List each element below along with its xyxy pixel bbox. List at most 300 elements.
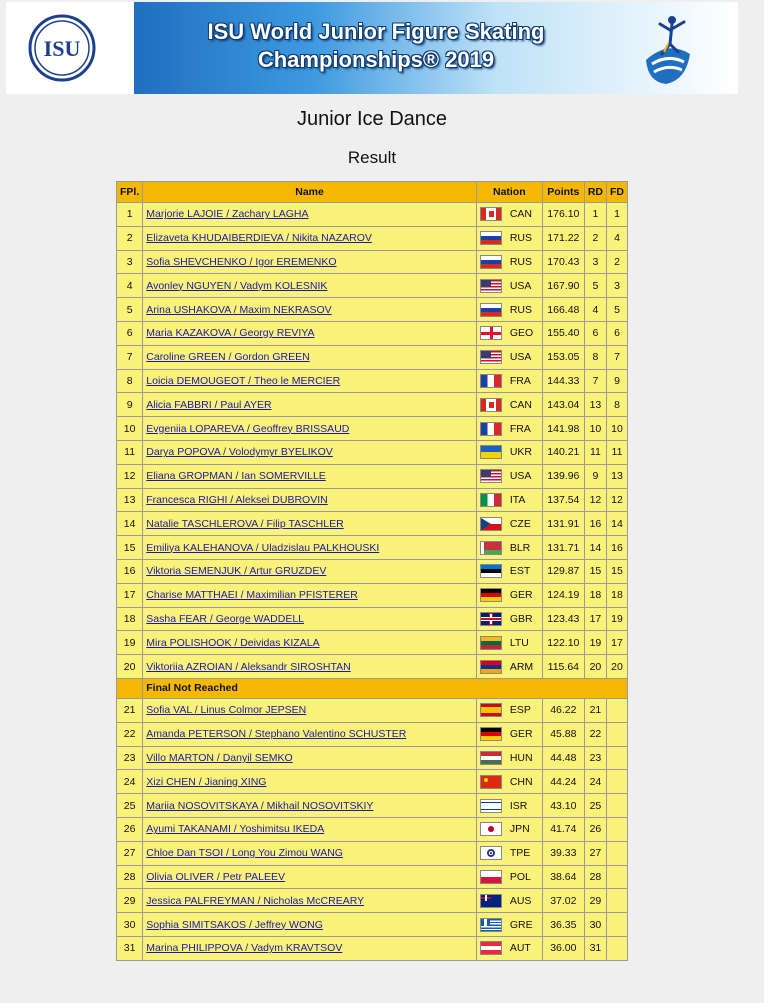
- fd-cell: 19: [607, 607, 628, 631]
- points-cell: 115.64: [542, 655, 584, 679]
- skater-name-cell: [143, 417, 477, 441]
- header-fd: FD: [607, 182, 628, 203]
- points-cell: 141.98: [542, 417, 584, 441]
- skater-name-cell: [143, 794, 477, 818]
- rd-cell: 15: [584, 559, 606, 583]
- skater-name-cell: [143, 746, 477, 770]
- skater-mascot-icon: [638, 10, 698, 88]
- geo-flag-icon: [480, 326, 502, 340]
- rank-cell: 29: [117, 889, 143, 913]
- nation-cell: [476, 936, 542, 960]
- table-row: [117, 464, 628, 488]
- nation-code: POL: [509, 870, 531, 883]
- nation-code: LTU: [509, 636, 529, 649]
- points-cell: 131.91: [542, 512, 584, 536]
- fd-cell: [607, 841, 628, 865]
- skater-name-link[interactable]: Avonley NGUYEN / Vadym KOLESNIK: [146, 279, 328, 292]
- rd-cell: 22: [584, 722, 606, 746]
- skater-name-cell: [143, 698, 477, 722]
- skater-name-link[interactable]: Olivia OLIVER / Petr PALEEV: [146, 870, 285, 883]
- isu-logo-text: ISU: [43, 36, 81, 61]
- rd-cell: 26: [584, 817, 606, 841]
- skater-name-link[interactable]: Alicia FABBRI / Paul AYER: [146, 398, 272, 411]
- nation-code: RUS: [509, 303, 532, 316]
- rank-cell: 8: [117, 369, 143, 393]
- rus-flag-icon: [480, 231, 502, 245]
- fd-cell: 4: [607, 226, 628, 250]
- table-row: [117, 536, 628, 560]
- rank-cell: 19: [117, 631, 143, 655]
- skater-name-link[interactable]: Sofia VAL / Linus Colmor JEPSEN: [146, 704, 307, 717]
- skater-name-cell: [143, 440, 477, 464]
- nation-cell: [476, 226, 542, 250]
- nation-cell: [476, 655, 542, 679]
- rd-cell: 3: [584, 250, 606, 274]
- nation-code: GER: [509, 588, 533, 601]
- rank-cell: 15: [117, 536, 143, 560]
- rank-cell: 24: [117, 770, 143, 794]
- table-row: [117, 250, 628, 274]
- rank-cell: 4: [117, 274, 143, 298]
- rank-cell: 20: [117, 655, 143, 679]
- nation-code: CHN: [509, 775, 533, 788]
- points-cell: 129.87: [542, 559, 584, 583]
- nation-cell: [476, 865, 542, 889]
- skater-name-cell: [143, 298, 477, 322]
- nation-cell: [476, 345, 542, 369]
- rd-cell: 29: [584, 889, 606, 913]
- fd-cell: [607, 865, 628, 889]
- fd-cell: 5: [607, 298, 628, 322]
- rank-cell: 26: [117, 817, 143, 841]
- banner-title: [156, 18, 596, 74]
- fd-cell: 16: [607, 536, 628, 560]
- nation-code: USA: [509, 279, 532, 292]
- nation-code: HUN: [509, 751, 533, 764]
- skater-name-cell: [143, 203, 477, 227]
- est-flag-icon: [480, 564, 502, 578]
- skater-name-link[interactable]: Viktoria SEMENJUK / Artur GRUZDEV: [146, 565, 327, 578]
- rd-cell: 6: [584, 321, 606, 345]
- rus-flag-icon: [480, 303, 502, 317]
- skater-name-cell: [143, 889, 477, 913]
- points-cell: 153.05: [542, 345, 584, 369]
- table-row: [117, 794, 628, 818]
- table-row: [117, 889, 628, 913]
- points-cell: 171.22: [542, 226, 584, 250]
- gbr-flag-icon: [480, 612, 502, 626]
- table-row: [117, 321, 628, 345]
- table-row: [117, 369, 628, 393]
- skater-name-link[interactable]: Arina USHAKOVA / Maxim NEKRASOV: [146, 303, 332, 316]
- nation-cell: [476, 488, 542, 512]
- rd-cell: 12: [584, 488, 606, 512]
- fra-flag-icon: [480, 422, 502, 436]
- fd-cell: 3: [607, 274, 628, 298]
- ger-flag-icon: [480, 588, 502, 602]
- header-name: Name: [143, 182, 477, 203]
- skater-name-link[interactable]: Evgeniia LOPAREVA / Geoffrey BRISSAUD: [146, 422, 350, 435]
- points-cell: 36.35: [542, 913, 584, 937]
- skater-name-link[interactable]: Xizi CHEN / Jianing XING: [146, 775, 267, 788]
- skater-name-link[interactable]: Sasha FEAR / George WADDELL: [146, 612, 305, 625]
- table-row: [117, 936, 628, 960]
- skater-name-cell: [143, 488, 477, 512]
- rank-cell: 14: [117, 512, 143, 536]
- usa-flag-icon: [480, 350, 502, 364]
- skater-name-cell: [143, 512, 477, 536]
- rd-cell: 31: [584, 936, 606, 960]
- rd-cell: 11: [584, 440, 606, 464]
- skater-name-cell: [143, 226, 477, 250]
- points-cell: 124.19: [542, 583, 584, 607]
- skater-name-cell: [143, 464, 477, 488]
- rank-cell: 7: [117, 345, 143, 369]
- skater-name-link[interactable]: Chloe Dan TSOI / Long You Zimou WANG: [146, 847, 343, 860]
- usa-flag-icon: [480, 279, 502, 293]
- nation-cell: [476, 536, 542, 560]
- points-cell: 36.00: [542, 936, 584, 960]
- nation-code: RUS: [509, 255, 532, 268]
- points-cell: 46.22: [542, 698, 584, 722]
- points-cell: 39.33: [542, 841, 584, 865]
- skater-name-link[interactable]: Mira POLISHOOK / Deividas KIZALA: [146, 636, 320, 649]
- skater-name-link[interactable]: Francesca RIGHI / Aleksei DUBROVIN: [146, 493, 328, 506]
- nation-code: UKR: [509, 446, 532, 459]
- skater-name-link[interactable]: Ayumi TAKANAMI / Yoshimitsu IKEDA: [146, 823, 325, 836]
- skater-name-link[interactable]: Eliana GROPMAN / Ian SOMERVILLE: [146, 470, 326, 483]
- rd-cell: 1: [584, 203, 606, 227]
- table-header-row: [117, 182, 628, 203]
- points-cell: 144.33: [542, 369, 584, 393]
- ukr-flag-icon: [480, 445, 502, 459]
- table-row: [117, 698, 628, 722]
- fd-cell: 2: [607, 250, 628, 274]
- table-row: [117, 583, 628, 607]
- skater-name-cell: [143, 321, 477, 345]
- table-row: [117, 393, 628, 417]
- rd-cell: 21: [584, 698, 606, 722]
- skater-name-cell: [143, 393, 477, 417]
- results-body: [117, 203, 628, 961]
- points-cell: 37.02: [542, 889, 584, 913]
- rd-cell: 23: [584, 746, 606, 770]
- nation-code: CAN: [509, 208, 532, 221]
- nation-cell: [476, 770, 542, 794]
- rd-cell: 2: [584, 226, 606, 250]
- table-row: [117, 440, 628, 464]
- section-row-final-not-reached: [117, 678, 628, 698]
- skater-name-cell: [143, 345, 477, 369]
- ita-flag-icon: [480, 493, 502, 507]
- nation-code: EST: [509, 565, 531, 578]
- rd-cell: 10: [584, 417, 606, 441]
- nation-code: CZE: [509, 517, 531, 530]
- can-flag-icon: [480, 207, 502, 221]
- nation-cell: [476, 889, 542, 913]
- nation-cell: [476, 464, 542, 488]
- fd-cell: 12: [607, 488, 628, 512]
- rd-cell: 4: [584, 298, 606, 322]
- fd-cell: 1: [607, 203, 628, 227]
- points-cell: 131.71: [542, 536, 584, 560]
- ltu-flag-icon: [480, 636, 502, 650]
- table-row: [117, 746, 628, 770]
- nation-code: GRE: [509, 918, 533, 931]
- skater-name-link[interactable]: Sophia SIMITSAKOS / Jeffrey WONG: [146, 918, 323, 931]
- skater-name-cell: [143, 655, 477, 679]
- points-cell: 143.04: [542, 393, 584, 417]
- nation-cell: [476, 274, 542, 298]
- points-cell: 123.43: [542, 607, 584, 631]
- fd-cell: 14: [607, 512, 628, 536]
- header-nation: Nation: [476, 182, 542, 203]
- points-cell: 170.43: [542, 250, 584, 274]
- skater-name-cell: [143, 913, 477, 937]
- nation-cell: [476, 607, 542, 631]
- rank-cell: 10: [117, 417, 143, 441]
- table-row: [117, 722, 628, 746]
- nation-cell: [476, 369, 542, 393]
- skater-name-link[interactable]: Caroline GREEN / Gordon GREEN: [146, 351, 310, 364]
- rank-cell: 25: [117, 794, 143, 818]
- rd-cell: 17: [584, 607, 606, 631]
- skater-name-cell: [143, 865, 477, 889]
- points-cell: 137.54: [542, 488, 584, 512]
- nation-cell: [476, 841, 542, 865]
- skater-name-link[interactable]: Maria KAZAKOVA / Georgy REVIYA: [146, 327, 315, 340]
- rd-cell: 7: [584, 369, 606, 393]
- fd-cell: 18: [607, 583, 628, 607]
- header-points: Points: [542, 182, 584, 203]
- fd-cell: [607, 770, 628, 794]
- rank-cell: 9: [117, 393, 143, 417]
- results-table: [116, 181, 628, 961]
- nation-cell: [476, 722, 542, 746]
- nation-code: ISR: [509, 799, 528, 812]
- rd-cell: 5: [584, 274, 606, 298]
- nation-cell: [476, 746, 542, 770]
- skater-name-link[interactable]: Marjorie LAJOIE / Zachary LAGHA: [146, 208, 309, 221]
- skater-name-cell: [143, 583, 477, 607]
- championship-banner: [6, 2, 738, 94]
- nation-cell: [476, 393, 542, 417]
- blr-flag-icon: [480, 541, 502, 555]
- nation-code: AUS: [509, 894, 532, 907]
- nation-cell: [476, 203, 542, 227]
- nation-code: BLR: [509, 541, 531, 554]
- skater-name-link[interactable]: Jessica PALFREYMAN / Nicholas McCREARY: [146, 894, 365, 907]
- header-rd: RD: [584, 182, 606, 203]
- skater-name-link[interactable]: Viktoriia AZROIAN / Aleksandr SIROSHTAN: [146, 660, 351, 673]
- points-cell: 44.24: [542, 770, 584, 794]
- rd-cell: 14: [584, 536, 606, 560]
- rank-cell: 11: [117, 440, 143, 464]
- nation-cell: [476, 559, 542, 583]
- rd-cell: 13: [584, 393, 606, 417]
- pol-flag-icon: [480, 870, 502, 884]
- nation-code: FRA: [509, 374, 531, 387]
- rd-cell: 28: [584, 865, 606, 889]
- rank-cell: 1: [117, 203, 143, 227]
- skater-name-link[interactable]: Sofia SHEVCHENKO / Igor EREMENKO: [146, 255, 337, 268]
- rank-cell: 18: [117, 607, 143, 631]
- rank-cell: 28: [117, 865, 143, 889]
- fd-cell: 13: [607, 464, 628, 488]
- points-cell: 166.48: [542, 298, 584, 322]
- nation-code: ITA: [509, 493, 526, 506]
- rd-cell: 20: [584, 655, 606, 679]
- nation-cell: [476, 913, 542, 937]
- fd-cell: [607, 698, 628, 722]
- points-cell: 38.64: [542, 865, 584, 889]
- points-cell: 176.10: [542, 203, 584, 227]
- tpe-flag-icon: [480, 846, 502, 860]
- fd-cell: [607, 817, 628, 841]
- points-cell: 155.40: [542, 321, 584, 345]
- skater-name-link[interactable]: Villo MARTON / Danyil SEMKO: [146, 751, 293, 764]
- fd-cell: 8: [607, 393, 628, 417]
- table-row: [117, 226, 628, 250]
- fd-cell: 6: [607, 321, 628, 345]
- section-spacer: [117, 678, 143, 698]
- aus-flag-icon: [480, 894, 502, 908]
- points-cell: 44.48: [542, 746, 584, 770]
- nation-code: TPE: [509, 846, 531, 859]
- ger-flag-icon: [480, 727, 502, 741]
- nation-cell: [476, 298, 542, 322]
- table-row: [117, 298, 628, 322]
- points-cell: 43.10: [542, 794, 584, 818]
- rd-cell: 24: [584, 770, 606, 794]
- skater-name-link[interactable]: Emiliya KALEHANOVA / Uladzislau PALKHOUSKI: [146, 541, 380, 554]
- fd-cell: [607, 913, 628, 937]
- table-row: [117, 631, 628, 655]
- rd-cell: 9: [584, 464, 606, 488]
- skater-name-link[interactable]: Marina PHILIPPOVA / Vadym KRAVTSOV: [146, 942, 343, 955]
- rd-cell: 30: [584, 913, 606, 937]
- skater-name-cell: [143, 936, 477, 960]
- fd-cell: [607, 746, 628, 770]
- skater-name-cell: [143, 607, 477, 631]
- nation-code: FRA: [509, 422, 531, 435]
- table-row: [117, 913, 628, 937]
- nation-code: USA: [509, 350, 532, 363]
- nation-cell: [476, 631, 542, 655]
- rank-cell: 13: [117, 488, 143, 512]
- gre-flag-icon: [480, 918, 502, 932]
- isr-flag-icon: [480, 799, 502, 813]
- skater-name-link[interactable]: Mariia NOSOVITSKAYA / Mikhail NOSOVITSKIY: [146, 799, 374, 812]
- arm-flag-icon: [480, 660, 502, 674]
- nation-code: AUT: [509, 942, 531, 955]
- table-row: [117, 274, 628, 298]
- nation-cell: [476, 817, 542, 841]
- nation-cell: [476, 440, 542, 464]
- fra-flag-icon: [480, 374, 502, 388]
- nation-code: ARM: [509, 660, 534, 673]
- skater-name-link[interactable]: Darya POPOVA / Volodymyr BYELIKOV: [146, 446, 333, 459]
- rank-cell: 6: [117, 321, 143, 345]
- nation-cell: [476, 698, 542, 722]
- fd-cell: [607, 794, 628, 818]
- banner-title-line2: Championships® 2019: [257, 47, 495, 72]
- nation-cell: [476, 794, 542, 818]
- isu-logo-icon: [28, 14, 96, 82]
- table-row: [117, 345, 628, 369]
- page-subtitle: Result: [347, 148, 397, 167]
- table-row: [117, 841, 628, 865]
- can-flag-icon: [480, 398, 502, 412]
- skater-name-cell: [143, 770, 477, 794]
- table-row: [117, 559, 628, 583]
- rd-cell: 19: [584, 631, 606, 655]
- rd-cell: 27: [584, 841, 606, 865]
- table-row: [117, 865, 628, 889]
- fd-cell: [607, 889, 628, 913]
- rank-cell: 12: [117, 464, 143, 488]
- rank-cell: 23: [117, 746, 143, 770]
- nation-cell: [476, 583, 542, 607]
- table-row: [117, 203, 628, 227]
- nation-code: CAN: [509, 398, 532, 411]
- rank-cell: 16: [117, 559, 143, 583]
- skater-name-link[interactable]: Loicia DEMOUGEOT / Theo le MERCIER: [146, 374, 341, 387]
- chn-flag-icon: [480, 775, 502, 789]
- nation-code: ESP: [509, 704, 531, 717]
- fd-cell: [607, 722, 628, 746]
- rank-cell: 3: [117, 250, 143, 274]
- rd-cell: 18: [584, 583, 606, 607]
- nation-cell: [476, 512, 542, 536]
- skater-name-link[interactable]: Elizaveta KHUDAIBERDIEVA / Nikita NAZAROV: [146, 232, 372, 245]
- rank-cell: 27: [117, 841, 143, 865]
- skater-name-cell: [143, 536, 477, 560]
- nation-code: RUS: [509, 231, 532, 244]
- nation-cell: [476, 417, 542, 441]
- section-label: Final Not Reached: [143, 678, 628, 698]
- skater-name-link[interactable]: Amanda PETERSON / Stephano Valentino SCHUSTER: [146, 728, 407, 741]
- fd-cell: 9: [607, 369, 628, 393]
- fd-cell: 15: [607, 559, 628, 583]
- skater-name-cell: [143, 817, 477, 841]
- skater-name-link[interactable]: Charise MATTHAEI / Maximilian PFISTERER: [146, 589, 358, 602]
- usa-flag-icon: [480, 469, 502, 483]
- points-cell: 167.90: [542, 274, 584, 298]
- skater-name-link[interactable]: Natalie TASCHLEROVA / Filip TASCHLER: [146, 517, 344, 530]
- page-title: Junior Ice Dance: [296, 108, 448, 130]
- points-cell: 45.88: [542, 722, 584, 746]
- fd-cell: 10: [607, 417, 628, 441]
- skater-name-cell: [143, 559, 477, 583]
- skater-name-cell: [143, 250, 477, 274]
- banner-title-line1: ISU World Junior Figure Skating: [207, 19, 545, 44]
- skater-name-cell: [143, 722, 477, 746]
- nation-code: GEO: [509, 327, 534, 340]
- rd-cell: 16: [584, 512, 606, 536]
- points-cell: 140.21: [542, 440, 584, 464]
- table-row: [117, 817, 628, 841]
- rank-cell: 21: [117, 698, 143, 722]
- rank-cell: 17: [117, 583, 143, 607]
- esp-flag-icon: [480, 703, 502, 717]
- skater-name-cell: [143, 631, 477, 655]
- rank-cell: 31: [117, 936, 143, 960]
- header-fpl: FPl.: [117, 182, 143, 203]
- table-row: [117, 417, 628, 441]
- points-cell: 41.74: [542, 817, 584, 841]
- table-row: [117, 655, 628, 679]
